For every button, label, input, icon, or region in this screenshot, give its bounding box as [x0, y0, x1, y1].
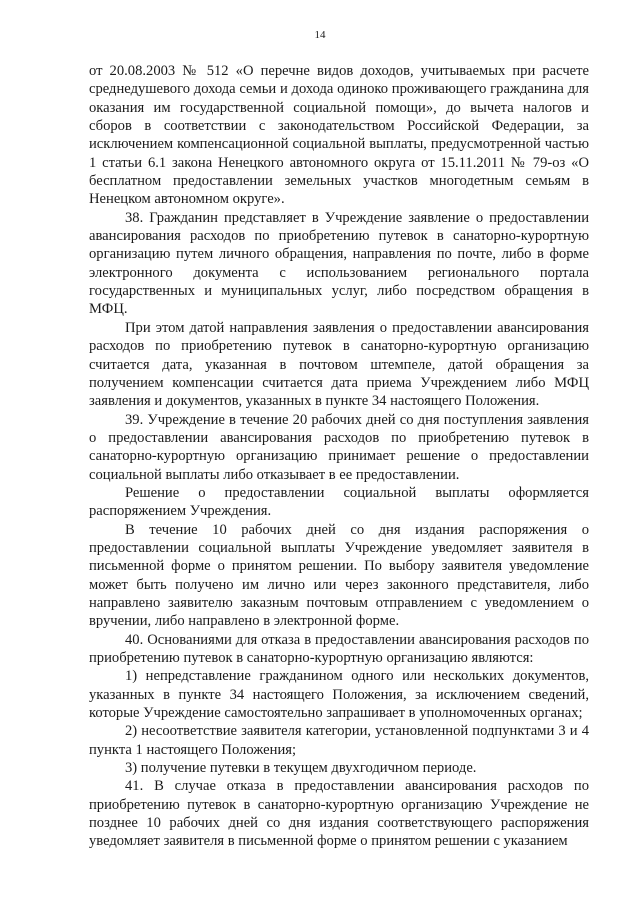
paragraph-continuation: от 20.08.2003 № 512 «О перечне видов доходов, учитываемых при расчете среднедушевого дохода семьи и дохода одиноко проживающего гражданина для оказания им государственной социальной помощи», до вычета налогов и сборов в соответствии с законодательством Российской Федерации, за исключением компенсационной социальной выплаты, предусмотренной частью 1 статьи 6.1 закона Ненецкого автономного округа от 15.11.2011 № 79-оз «О бесплатном предоставлении земельных участков многодетным семьям в Ненецком автономном округе».	[89, 63, 589, 208]
list-item-refusal-1: 1) непредставление гражданином одного или нескольких документов, указанных в пункте 34 настоящего Положения, за исключением сведений, которые Учреждение самостоятельно запрашивает в уполномоченных органах;	[89, 668, 589, 722]
paragraph-submission-date: При этом датой направления заявления о предоставлении авансирования расходов по приобретению путевок в санаторно-курортную организацию считается дата, указанная в почтовом штемпеле, датой обращения за получением компенсации считается дата приема Учреждением либо МФЦ заявления и документов, указанных в пункте 34 настоящего Положения.	[89, 319, 589, 410]
paragraph-clause-40: 40. Основаниями для отказа в предоставлении авансирования расходов по приобретению путевок в санаторно-курортную организацию являются:	[89, 631, 589, 666]
list-item-refusal-3: 3) получение путевки в текущем двухгодичном периоде.	[125, 760, 477, 777]
paragraph-clause-39: 39. Учреждение в течение 20 рабочих дней со дня поступления заявления о предоставлении авансирования расходов по приобретению путевок в санаторно-курортную организацию принимает решение о предоставлении социальной выплаты либо отказывает в ее предоставлении.	[89, 411, 589, 483]
page-number: 14	[314, 29, 326, 41]
paragraph-clause-41: 41. В случае отказа в предоставлении авансирования расходов по приобретению путевок в санаторно-курортную организацию Учреждение не позднее 10 рабочих дней со дня издания соответствующего распоряжения уведомляет заявителя в письменной форме о принятом решении с указанием	[89, 778, 589, 850]
paragraph-clause-38: 38. Гражданин представляет в Учреждение заявление о предоставлении авансирования расходов по приобретению путевок в санаторно-курортную организацию путем личного обращения, направления по почте, либо в форме электронного документа с использованием регионального портала государственных и муниципальных услуг, либо посредством обращения в МФЦ.	[89, 209, 589, 318]
paragraph-notification: В течение 10 рабочих дней со дня издания распоряжения о предоставлении социальной выплаты Учреждение уведомляет заявителя в письменной форме о принятом решении. По выбору заявителя уведомление может быть получено им лично или через законного представителя, либо направлено заявителю заказным почтовым отправлением с уведомлением о вручении, либо направлено в электронной форме.	[89, 521, 589, 630]
document-body	[89, 62, 589, 851]
list-item-refusal-2: 2) несоответствие заявителя категории, установленной подпунктами 3 и 4 пункта 1 настоящего Положения;	[89, 723, 589, 758]
paragraph-decision-order: Решение о предоставлении социальной выплаты оформляется распоряжением Учреждения.	[89, 484, 589, 520]
